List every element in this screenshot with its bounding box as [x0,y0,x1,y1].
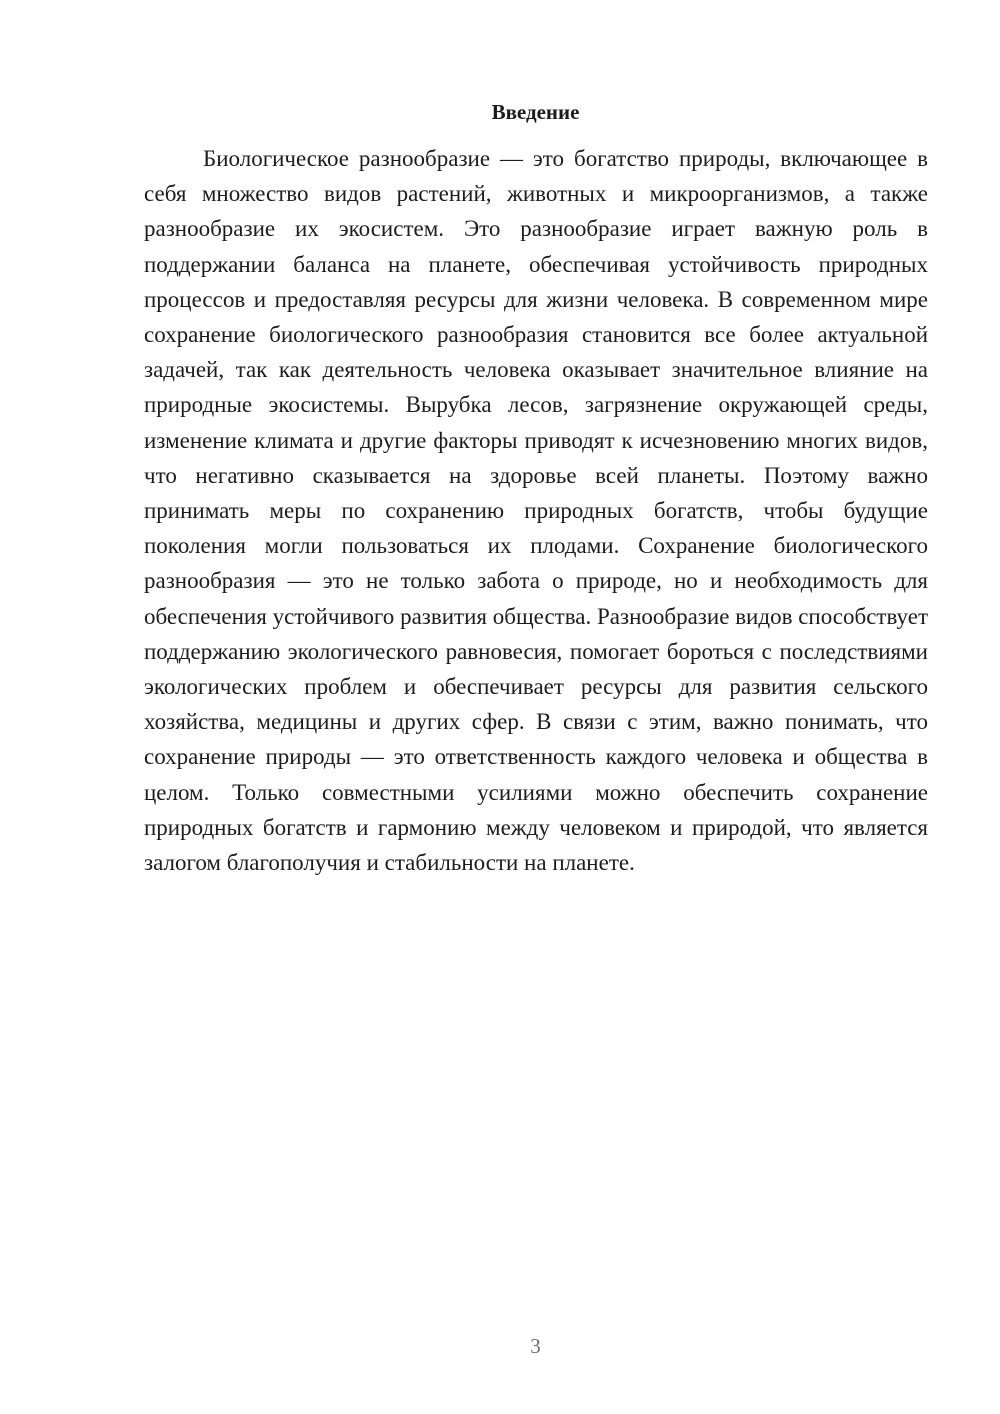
section-heading: Введение [491,100,580,124]
body-paragraph: Биологическое разнообразие — это богатство природы, включающее в себя множество видов растений, животных и микроорганизмов, а также разнообразие их экосистем. Это разнообразие играет важную роль в поддержании баланса на планете, обеспечивая устойчивость природных процессов и предоставляя ресурсы для жизни человека. В современном мире сохранение биологического разнообразия становится все более актуальной задачей, так как деятельность человека оказывает значительное влияние на природные экосистемы. Вырубка лесов, загрязнение окружающей среды, изменение климата и другие факторы приводят к исчезновению многих видов, что негативно сказывается на здоровье всей планеты. Поэтому важно принимать меры по сохранению природных богатств, чтобы будущие поколения могли пользоваться их плодами. Сохранение биологического разнообразия — это не только забота о природе, но и необходимость для обеспечения устойчивого развития общества. Разнообразие видов способствует поддержанию экологического равновесия, помогает бороться с последствиями экологических проблем и обеспечивает ресурсы для развития сельского хозяйства, медицины и других сфер. В связи с этим, важно понимать, что сохранение природы — это ответственность каждого человека и общества в целом. Только совместными усилиями можно обеспечить сохранение природных богатств и гармонию между человеком и природой, что является залогом благополучия и стабильности на планете. [144,146,928,876]
page-number: 3 [530,1334,541,1358]
